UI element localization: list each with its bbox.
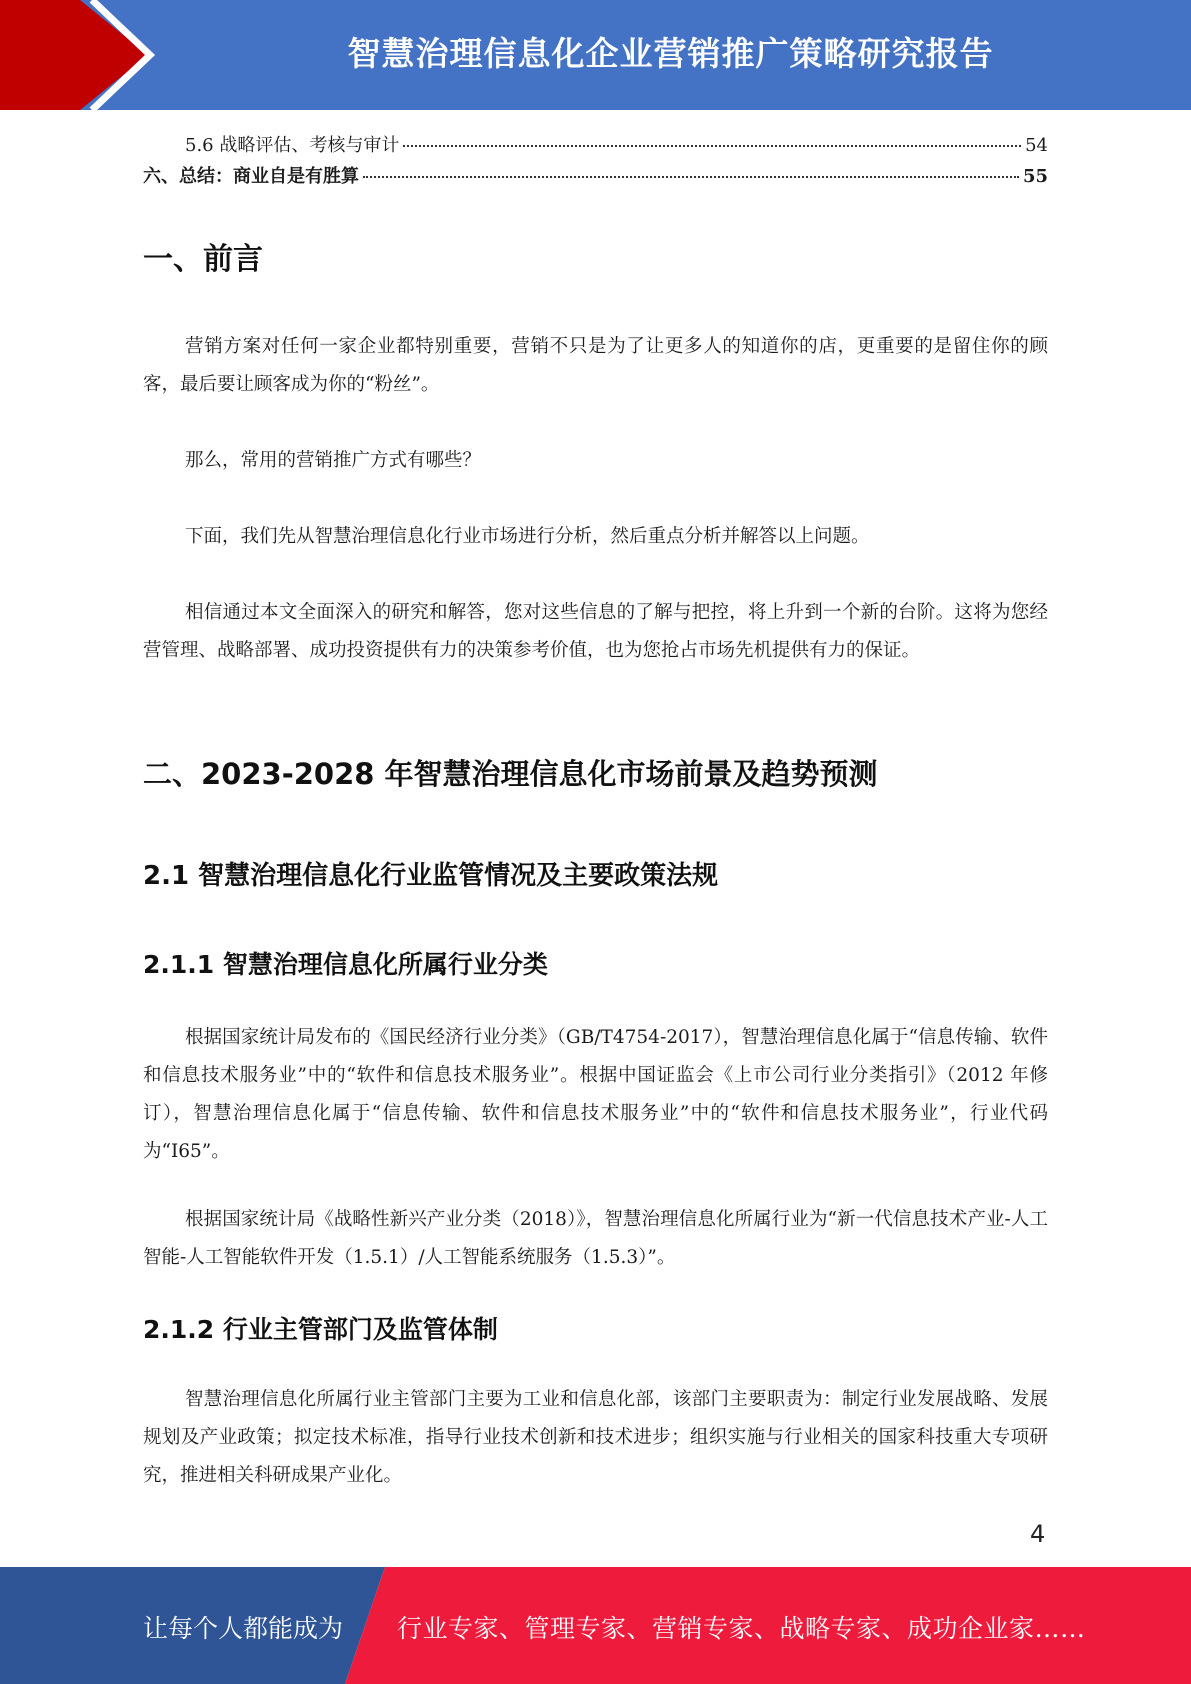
toc-entry-page: 54 bbox=[1025, 135, 1048, 156]
page-number: 4 bbox=[1030, 1520, 1046, 1548]
subsection-heading: 2.1.2 行业主管部门及监管体制 bbox=[143, 1315, 498, 1344]
toc-entry[interactable] bbox=[143, 131, 1048, 157]
body-paragraph: 根据国家统计局发布的《国民经济行业分类》（GB/T4754-2017），智慧治理信息化属于“信息传输、软件和信息技术服务业”中的“软件和信息技术服务业”。根据中国证监会《上市公司行业分类指引》（2012 年修订），智慧治理信息化属于“信息传输、软件和信息技术服务业”中的“软件和信息技术服务业”，行业代码为“I65”。 bbox=[143, 1027, 1048, 1162]
toc-entry-label: 5.6 战略评估、考核与审计 bbox=[185, 135, 400, 156]
toc-leader-dots bbox=[363, 176, 1019, 178]
preface-paragraph: 那么，常用的营销推广方式有哪些？ bbox=[185, 450, 482, 471]
preface-heading: 一、前言 bbox=[143, 242, 263, 277]
footer-slogan-right: 行业专家、管理专家、营销专家、战略专家、成功企业家…… bbox=[397, 1614, 1086, 1643]
footer-slogan-left: 让每个人都能成为 bbox=[143, 1614, 344, 1643]
toc-entry[interactable] bbox=[143, 162, 1048, 188]
report-title: 智慧治理信息化企业营销推广策略研究报告 bbox=[347, 34, 994, 73]
page-header bbox=[0, 0, 1191, 110]
toc-leader-dots bbox=[403, 145, 1021, 147]
subsection-heading: 2.1.1 智慧治理信息化所属行业分类 bbox=[143, 950, 548, 979]
preface-paragraph: 下面，我们先从智慧治理信息化行业市场进行分析，然后重点分析并解答以上问题。 bbox=[185, 526, 870, 547]
toc-entry-label: 六、总结：商业自是有胜算 bbox=[143, 166, 359, 187]
preface-paragraph: 相信通过本文全面深入的研究和解答，您对这些信息的了解与把控，将上升到一个新的台阶。这将为您经营管理、战略部署、成功投资提供有力的决策参考价值，也为您抢占市场先机提供有力的保证。 bbox=[143, 602, 1048, 661]
section-heading: 2.1 智慧治理信息化行业监管情况及主要政策法规 bbox=[143, 861, 719, 891]
page-footer bbox=[0, 1567, 1191, 1684]
preface-paragraph: 营销方案对任何一家企业都特别重要，营销不只是为了让更多人的知道你的店，更重要的是留住你的顾客，最后要让顾客成为你的“粉丝”。 bbox=[143, 336, 1048, 395]
toc-entry-page: 55 bbox=[1022, 166, 1048, 187]
chapter-heading: 二、2023-2028 年智慧治理信息化市场前景及趋势预测 bbox=[143, 757, 878, 791]
body-paragraph: 智慧治理信息化所属行业主管部门主要为工业和信息化部，该部门主要职责为：制定行业发展战略、发展规划及产业政策；拟定技术标准，指导行业技术创新和技术进步；组织实施与行业相关的国家科技重大专项研究，推进相关科研成果产业化。 bbox=[143, 1389, 1048, 1486]
body-paragraph: 根据国家统计局《战略性新兴产业分类（2018）》，智慧治理信息化所属行业为“新一代信息技术产业-人工智能-人工智能软件开发（1.5.1）/人工智能系统服务（1.5.3）”。 bbox=[143, 1209, 1048, 1268]
